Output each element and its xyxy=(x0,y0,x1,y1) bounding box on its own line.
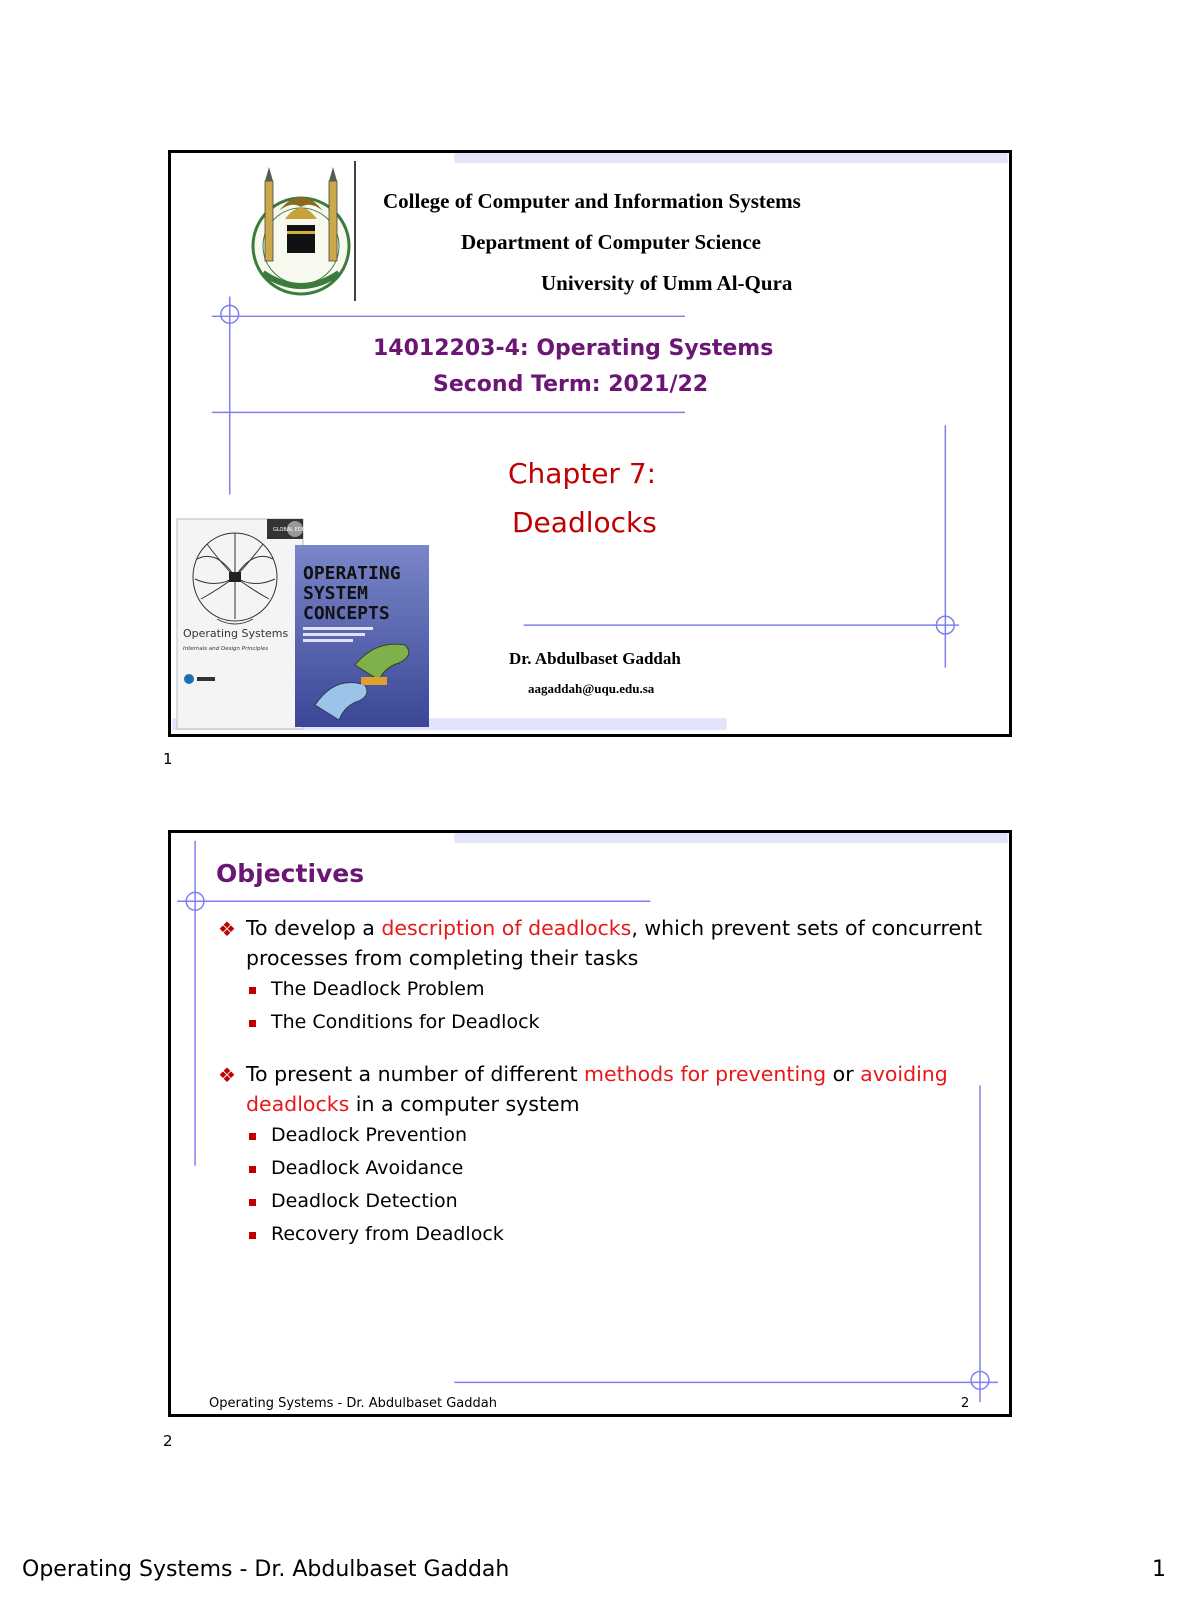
department-name: Department of Computer Science xyxy=(461,230,761,254)
college-name: College of Computer and Information Systems xyxy=(383,189,801,213)
book1-subtitle: Internals and Design Principles xyxy=(183,646,269,652)
book-cover-stallings xyxy=(177,519,316,729)
book1-badge: GLOBAL EDITION xyxy=(273,527,316,533)
page-number: 1 xyxy=(1152,1557,1166,1582)
sub-item: Recovery from Deadlock xyxy=(216,1218,986,1251)
slide-title: Objectives xyxy=(216,859,365,888)
slide-2-number: 2 xyxy=(163,1432,173,1450)
slide-footer-number: 2 xyxy=(961,1396,970,1411)
book1-title: Operating Systems xyxy=(183,627,289,640)
page-footer: Operating Systems - Dr. Abdulbaset Gaddah xyxy=(22,1557,510,1582)
diamond-bullet-icon: ❖ xyxy=(218,1063,236,1087)
objectives-list xyxy=(216,913,986,1251)
author-email: aagaddah@uqu.edu.sa xyxy=(528,681,655,696)
slide-1 xyxy=(168,150,1012,737)
chapter-number: Chapter 7: xyxy=(508,457,657,490)
square-bullet-icon xyxy=(249,987,256,994)
university-logo xyxy=(249,161,357,301)
diamond-bullet-icon: ❖ xyxy=(218,917,236,941)
square-bullet-icon xyxy=(249,1133,256,1140)
chapter-title: Deadlocks xyxy=(512,506,657,539)
square-bullet-icon xyxy=(249,1232,256,1239)
objective-text: To develop a description of deadlocks, which prevent sets of concurrent processes from completing their tasks xyxy=(246,916,983,970)
sub-item: Deadlock Detection xyxy=(216,1185,986,1218)
book-cover-silberschatz xyxy=(295,545,429,727)
sub-item: Deadlock Prevention xyxy=(216,1119,986,1152)
square-bullet-icon xyxy=(249,1199,256,1206)
slide-1-number: 1 xyxy=(163,750,173,768)
sub-item: The Deadlock Problem xyxy=(216,973,986,1006)
book2-title-line-1: OPERATING xyxy=(303,563,401,584)
book2-title-line-3: CONCEPTS xyxy=(303,603,390,624)
author-name: Dr. Abdulbaset Gaddah xyxy=(509,649,681,668)
university-name: University of Umm Al-Qura xyxy=(541,271,793,295)
sub-item: The Conditions for Deadlock xyxy=(216,1006,986,1039)
course-term: Second Term: 2021/22 xyxy=(433,372,709,397)
slide-footer-text: Operating Systems - Dr. Abdulbaset Gaddah xyxy=(209,1396,497,1411)
slide-2 xyxy=(168,830,1012,1417)
objective-item xyxy=(216,913,986,973)
sub-item: Deadlock Avoidance xyxy=(216,1152,986,1185)
square-bullet-icon xyxy=(249,1166,256,1173)
objective-item xyxy=(216,1059,986,1119)
square-bullet-icon xyxy=(249,1020,256,1027)
objective-text: To present a number of different methods for preventing or avoiding deadlocks in a computer system xyxy=(246,1062,948,1116)
book2-title-line-2: SYSTEM xyxy=(303,583,369,604)
course-code: 14012203-4: Operating Systems xyxy=(373,336,774,361)
